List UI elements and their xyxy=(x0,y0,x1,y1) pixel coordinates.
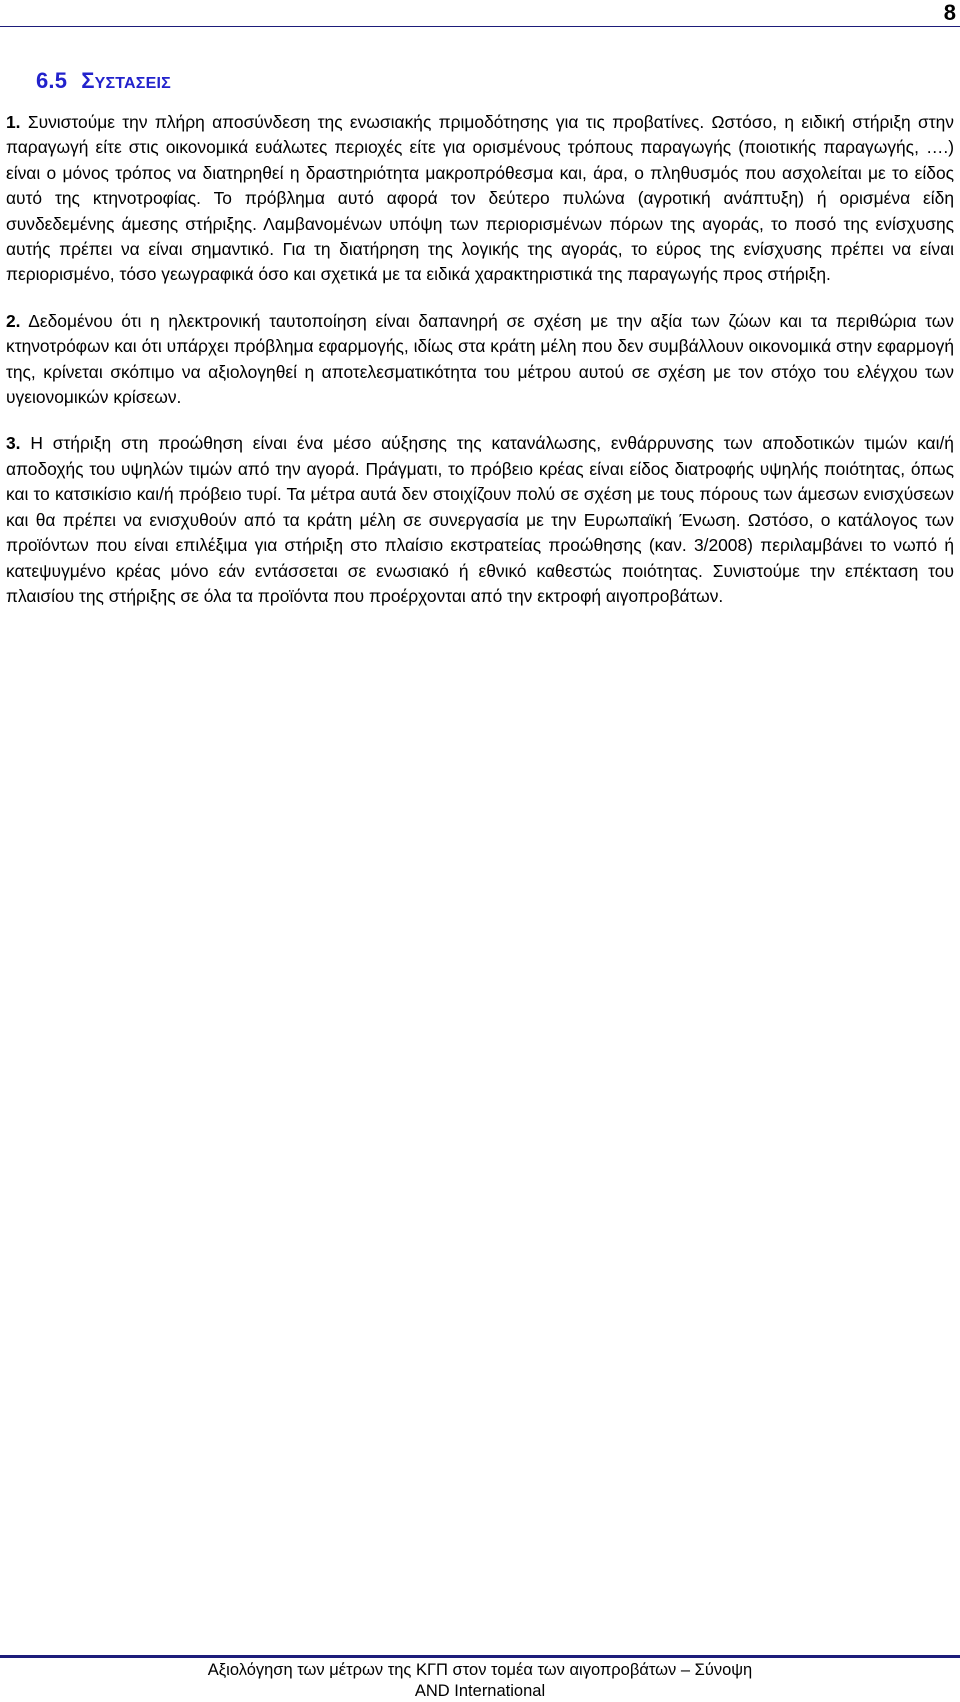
section-title-rest: ΥΣΤΑΣΕΙΣ xyxy=(94,75,171,92)
paragraph-number: 1. xyxy=(6,112,21,132)
paragraph-2 xyxy=(6,309,954,411)
paragraph-text: Συνιστούμε την πλήρη αποσύνδεση της ενωσιακής πριμοδότησης για τις προβατίνες. Ωστόσο, η ειδική στήριξη στην παραγωγή είτε στις οικονομικά ευάλωτες περιοχές είτε για ορισμένους τρόπους παραγωγής (ποιοτικής παραγωγής, ….) είναι ο μόνος τρόπος να διατηρηθεί η δραστηριότητα μακροπρόθεσμα και, άρα, ο πληθυσμός που ασχολείται με το είδος αυτό της κτηνοτροφίας. Το πρόβλημα αυτό αφορά τον δεύτερο πυλώνα (αγροτική ανάπτυξη) ή ορισμένα είδη συνδεδεμένης άμεσης στήριξης. Λαμβανομένων υπόψη των περιορισμένων πόρων της αγοράς, το ποσό της ενίσχυσης αυτής πρέπει να είναι σημαντικό. Για τη διατήρηση της λογικής της αγοράς, το εύρος της ενίσχυσης πρέπει να είναι περιορισμένο, τόσο γεωγραφικά όσο και σχετικά με τα ειδικά χαρακτηριστικά της παραγωγής προς στήριξη. xyxy=(6,112,954,285)
paragraph-1 xyxy=(6,110,954,288)
paragraph-text: Η στήριξη στη προώθηση είναι ένα μέσο αύξησης της κατανάλωσης, ενθάρρυνσης των αποδοτικών τιμών και/ή αποδοχής του υψηλών τιμών από την αγορά. Πράγματι, το πρόβειο κρέας είναι είδος διατροφής υψηλής ποιότητας, όπως και το κατσικίσιο και/ή πρόβειο τυρί. Τα μέτρα αυτά δεν στοιχίζουν πολύ σε σχέση με τους πόρους των άμεσων ενισχύσεων και θα πρέπει να ενισχυθούν από τα κράτη μέλη σε συνεργασία με την Ευρωπαϊκή Ένωση. Ωστόσο, ο κατάλογος των προϊόντων που είναι επιλέξιμα για στήριξη στο πλαίσιο εκστρατείας προώθησης (καν. 3/2008) περιλαμβάνει το νωπό ή κατεψυγμένο κρέας μόνο εάν εντάσσεται σε ενωσιακό ή εθνικό καθεστώς ποιότητας. Συνιστούμε την επέκταση του πλαισίου της στήριξης σε όλα τα προϊόντα που προέρχονται από την εκτροφή αιγοπροβάτων. xyxy=(6,433,954,606)
section-heading xyxy=(36,68,171,94)
paragraph-text: Δεδομένου ότι η ηλεκτρονική ταυτοποίηση είναι δαπανηρή σε σχέση με την αξία των ζώων και τα περιθώρια των κτηνοτρόφων και ότι υπάρχει πρόβλημα εφαρμογής, ιδίως στα κράτη μέλη που δεν συμβάλλουν οικονομικά στην εφαρμογή της, κρίνεται σκόπιμο να αξιολογηθεί η αποτελεσματικότητα του μέτρου αυτού σε σχέση με τον στόχο του ελέγχου των υγειονομικών κρίσεων. xyxy=(6,310,955,408)
paragraph-number: 3. xyxy=(6,433,21,454)
page-number: 8 xyxy=(943,0,956,25)
document-body xyxy=(6,110,954,630)
section-title-initial: Σ xyxy=(81,68,95,93)
paragraph-number: 2. xyxy=(6,310,21,331)
header-rule xyxy=(0,26,960,27)
footer xyxy=(0,1660,960,1702)
section-number: 6.5 xyxy=(36,68,68,93)
footer-title: Αξιολόγηση των μέτρων της ΚΓΠ στον τομέα των αιγοπροβάτων – Σύνοψη xyxy=(207,1661,753,1679)
footer-organization: AND International xyxy=(414,1682,546,1700)
paragraph-3 xyxy=(6,431,954,609)
footer-rule xyxy=(0,1655,960,1658)
